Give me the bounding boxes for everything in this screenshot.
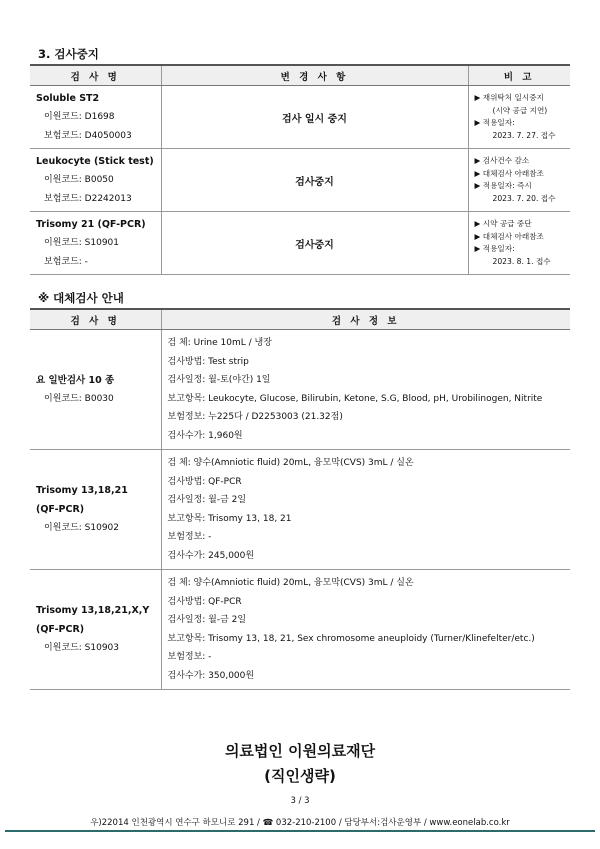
eone-code: 이원코드: D1698 — [44, 111, 115, 122]
table-row — [30, 149, 570, 212]
alt-section-title: ※ 대체검사 안내 — [38, 291, 124, 305]
remark-line: ▶ 재위탁처 일시중지 — [474, 93, 544, 102]
remark-line: 2023. 7. 27. 접수 — [492, 130, 556, 140]
test-name: 요 일반검사 10 종 — [36, 374, 115, 386]
info-line: 보고항목: Trisomy 13, 18, 21 — [167, 513, 292, 524]
info-line: 검사수가: 245,000원 — [167, 550, 255, 561]
remark-line: ▶ 시약 공급 중단 — [474, 219, 532, 228]
table-row — [30, 86, 570, 149]
seal-omitted-note: (직인생략) — [264, 767, 336, 785]
info-line: 보고항목: Leukocyte, Glucose, Bilirubin, Ketone, S.G, Blood, pH, Urobilinogen, Nitrite — [167, 393, 543, 404]
info-line: 검사방법: Test strip — [167, 356, 249, 367]
col-remark: 비 고 — [468, 65, 570, 86]
info-line: 보험정보: - — [167, 532, 212, 542]
test-name-cell — [30, 450, 161, 570]
section-3-title: 3. 검사중지 — [38, 47, 99, 61]
remark-cell — [468, 212, 570, 275]
info-line: 보험정보: - — [167, 652, 212, 662]
footer-address: 우)22014 인천광역시 연수구 하모니로 291 / ☎ 032-210-2100 / 담당부서:검사운영부 / www.eonelab.co.kr — [90, 818, 510, 828]
remark-line: 2023. 7. 20. 접수 — [492, 193, 556, 203]
info-line: 보험정보: 누225다 / D2253003 (21.32점) — [167, 412, 343, 422]
info-line: 검사일정: 월-토(야간) 1일 — [167, 375, 271, 385]
eone-code: 이원코드: S10902 — [44, 523, 120, 533]
test-info-cell — [161, 330, 570, 450]
test-name-cell — [30, 212, 161, 275]
test-name-cell — [30, 570, 161, 690]
eone-code: 이원코드: B0050 — [44, 174, 114, 185]
table-row — [30, 330, 570, 450]
alt-table — [30, 308, 570, 690]
change-text: 검사 일시 중지 — [161, 86, 468, 149]
info-line: 검사방법: QF-PCR — [167, 476, 242, 487]
info-line: 검 체: 양수(Amniotic fluid) 20mL, 융모막(CVS) 3mL / 실온 — [167, 578, 414, 588]
insurance-code: 보험코드: D4050003 — [44, 130, 132, 141]
info-line: 보고항목: Trisomy 13, 18, 21, Sex chromosome aneuploidy (Turner/Klinefelter/etc.) — [167, 633, 535, 644]
remark-line: ▶ 대체검사 아래참조 — [474, 168, 544, 178]
col-test-name: 검 사 명 — [30, 309, 161, 330]
change-text: 검사중지 — [161, 149, 468, 212]
alt-table-header — [30, 309, 570, 330]
remark-line: ▶ 적용일자: 즉시 — [474, 181, 532, 190]
col-change: 변 경 사 항 — [161, 65, 468, 86]
remark-line: ▶ 대체검사 아래참조 — [474, 231, 544, 241]
stop-table — [30, 64, 570, 275]
test-info-cell — [161, 450, 570, 570]
test-name: Leukocyte (Stick test) — [36, 155, 154, 167]
insurance-code: 보험코드: - — [44, 256, 88, 267]
remark-line: ▶ 적용일자: — [474, 244, 515, 253]
table-row — [30, 212, 570, 275]
info-line: 검사일정: 월-금 2일 — [167, 615, 247, 625]
test-name: Trisomy 13,18,21 — [36, 485, 128, 496]
info-line: 검 체: Urine 10mL / 냉장 — [167, 338, 272, 348]
test-name-method: (QF-PCR) — [36, 624, 85, 635]
table-row — [30, 450, 570, 570]
remark-line: ▶ 검사건수 감소 — [474, 156, 530, 165]
test-name-cell — [30, 330, 161, 450]
organization-name: 의료법인 이원의료재단 — [224, 742, 376, 760]
eone-code: 이원코드: S10901 — [44, 237, 120, 248]
info-line: 검사수가: 1,960원 — [167, 430, 243, 441]
remark-cell — [468, 149, 570, 212]
test-name-cell — [30, 149, 161, 212]
info-line: 검 체: 양수(Amniotic fluid) 20mL, 융모막(CVS) 3mL / 실온 — [167, 458, 414, 468]
test-name-method: (QF-PCR) — [36, 504, 85, 515]
test-name: Soluble ST2 — [36, 92, 100, 104]
stop-table-header — [30, 65, 570, 86]
footer-divider — [5, 830, 595, 832]
remark-cell — [468, 86, 570, 149]
eone-code: 이원코드: S10903 — [44, 643, 120, 653]
info-line: 검사일정: 월-금 2일 — [167, 495, 247, 505]
remark-line: (시약 공급 지연) — [492, 105, 548, 115]
eone-code: 이원코드: B0030 — [44, 393, 114, 404]
col-test-name: 검 사 명 — [30, 65, 161, 86]
test-info-cell — [161, 570, 570, 690]
page-number: 3 / 3 — [290, 796, 310, 806]
insurance-code: 보험코드: D2242013 — [44, 193, 132, 204]
change-text: 검사중지 — [161, 212, 468, 275]
test-name: Trisomy 13,18,21,X,Y — [36, 605, 150, 616]
col-test-info: 검 사 정 보 — [161, 309, 570, 330]
remark-line: 2023. 8. 1. 접수 — [492, 256, 551, 266]
remark-line: ▶ 적용일자: — [474, 118, 515, 127]
table-row — [30, 570, 570, 690]
test-name: Trisomy 21 (QF-PCR) — [36, 218, 146, 230]
test-name-cell — [30, 86, 161, 149]
info-line: 검사수가: 350,000원 — [167, 670, 255, 681]
info-line: 검사방법: QF-PCR — [167, 596, 242, 607]
